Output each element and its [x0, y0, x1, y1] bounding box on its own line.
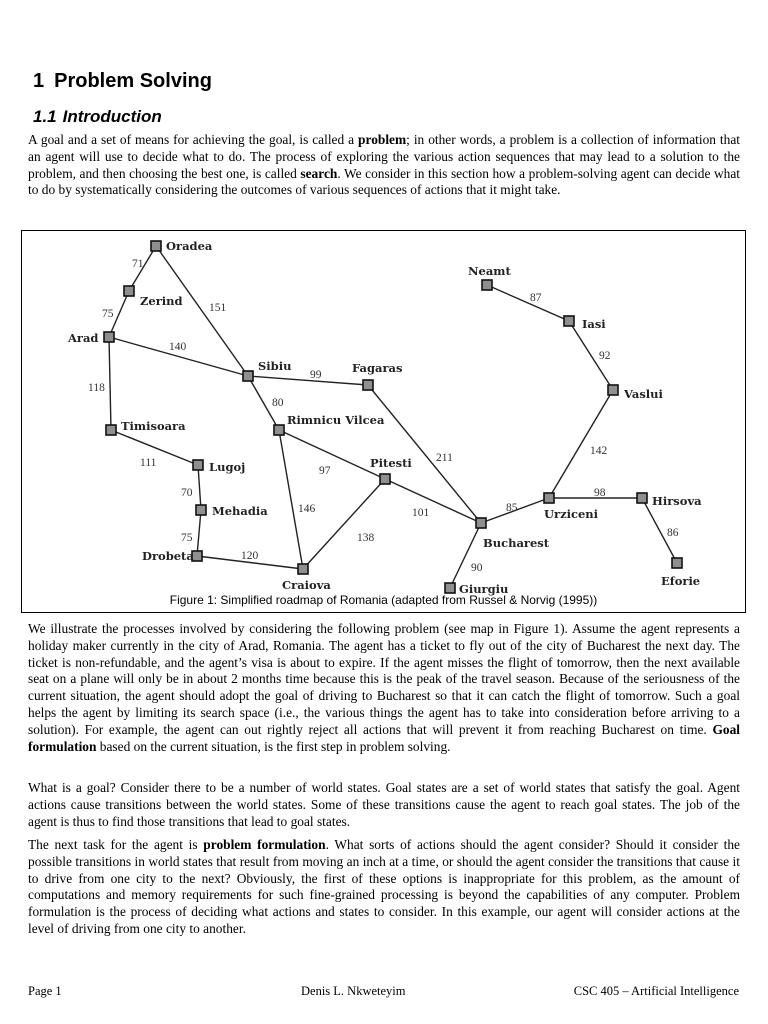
distance-label-drobeta-craiova: 120 [241, 550, 259, 562]
road-lugoj-mehadia [198, 465, 201, 510]
city-label-zerind: Zerind [140, 294, 183, 308]
city-node-oradea [151, 241, 161, 251]
distance-label-rimnicu-craiova: 146 [298, 503, 316, 515]
city-label-hirsova: Hirsova [652, 494, 702, 508]
city-label-vaslui: Vaslui [624, 387, 663, 401]
body-paragraph-2 [28, 621, 740, 755]
city-node-iasi [564, 316, 574, 326]
intro-term-search: search [300, 165, 338, 181]
footer-page-number: Page 1 [28, 984, 62, 998]
distance-label-pitesti-bucharest: 101 [412, 507, 430, 519]
distance-label-lugoj-mehadia: 70 [181, 487, 193, 499]
road-pitesti-bucharest [385, 479, 481, 523]
distance-label-bucharest-giurgiu: 90 [471, 562, 483, 574]
city-node-mehadia [196, 505, 206, 515]
distance-label-urziceni-vaslui: 142 [590, 445, 608, 457]
para4-text-2: . What sorts of actions should the agent consider? Should it consider the possible transitions in world states that result from moving an inch at a time, or should the agent consider the transitions that cause it to drive from one city to the next? Obviously, the first of these options is inappropriate for this problem, as the amount of computations and memory requirements for such fine-grained processing is beyond the capabilities of any computer. Problem formulation is the process of deciding what actions and states to consider. In this example, our agent will consider actions at the level of driving from one city to another. [28, 837, 741, 936]
city-node-bucharest [476, 518, 486, 528]
city-node-timisoara [106, 425, 116, 435]
city-node-giurgiu [445, 583, 455, 593]
city-label-arad: Arad [68, 331, 99, 345]
distance-label-zerind-arad: 75 [102, 308, 114, 320]
section-title: Problem Solving [54, 70, 212, 92]
intro-text-1: A goal and a set of means for achieving the goal, is called a [28, 132, 359, 147]
para4-term-problem-formulation: problem formulation [203, 837, 326, 852]
city-node-lugoj [193, 460, 203, 470]
city-label-sibiu: Sibiu [258, 359, 292, 373]
city-label-fagaras: Fagaras [352, 361, 403, 375]
distance-label-oradea-zerind: 71 [132, 258, 144, 270]
intro-term-problem: problem [358, 132, 407, 147]
distance-label-fagaras-bucharest: 211 [436, 452, 453, 464]
city-node-arad [104, 332, 114, 342]
body-paragraph-4 [28, 837, 740, 938]
distance-label-rimnicu-pitesti: 97 [319, 465, 331, 477]
distance-label-timisoara-lugoj: 111 [140, 457, 157, 469]
distance-label-arad-timisoara: 118 [88, 382, 105, 394]
para2-term-goal-formulation: Goal formulation [28, 721, 740, 754]
city-node-vaslui [608, 385, 618, 395]
distance-label-craiova-pitesti: 138 [357, 532, 375, 544]
city-label-iasi: Iasi [582, 317, 606, 331]
city-label-bucharest: Bucharest [483, 536, 550, 550]
intro-text-2: ; in other words, a problem is a collection of information that an agent will use to decide what to do. The process of exploring the various action sequences that may lead to a solution to the problem, and then choosing the best one, is called [28, 132, 741, 181]
road-sibiu-fagaras [248, 376, 368, 385]
footer-course: CSC 405 – Artificial Intelligence [573, 984, 739, 998]
city-node-rimnicu [274, 425, 284, 435]
subsection-heading [33, 107, 162, 127]
city-label-giurgiu: Giurgiu [459, 582, 509, 596]
city-label-oradea: Oradea [166, 239, 213, 253]
city-label-neamt: Neamt [468, 264, 511, 278]
city-node-eforie [672, 558, 682, 568]
intro-text-3: . We consider in this section how a problem-solving agent can decide what to do by systematically considering the outcomes of various sequences of actions that it might take. [28, 165, 740, 198]
city-label-timisoara: Timisoara [121, 419, 186, 433]
city-node-urziceni [544, 493, 554, 503]
distance-label-iasi-neamt: 87 [530, 292, 542, 304]
distance-label-urziceni-hirsova: 98 [594, 487, 606, 499]
distance-label-hirsova-eforie: 86 [667, 527, 679, 539]
city-node-sibiu [243, 371, 253, 381]
distance-label-vaslui-iasi: 92 [599, 350, 611, 362]
road-mehadia-drobeta [197, 510, 201, 556]
body-paragraph-3 [28, 780, 740, 830]
city-label-urziceni: Urziceni [544, 507, 599, 521]
distance-label-sibiu-rimnicu: 80 [272, 397, 284, 409]
city-label-pitesti: Pitesti [370, 456, 412, 470]
road-craiova-pitesti [303, 479, 385, 569]
city-node-neamt [482, 280, 492, 290]
city-label-drobeta: Drobeta [142, 549, 194, 563]
subsection-number: 1.1 [33, 107, 57, 126]
intro-paragraph [28, 132, 740, 199]
para4-text-1: The next task for the agent is [28, 837, 204, 852]
distance-label-sibiu-fagaras: 99 [310, 369, 322, 381]
section-heading [33, 70, 212, 93]
road-fagaras-bucharest [368, 385, 481, 523]
city-label-eforie: Eforie [661, 574, 701, 588]
road-bucharest-giurgiu [450, 523, 481, 588]
city-node-fagaras [363, 380, 373, 390]
section-number: 1 [33, 70, 45, 92]
road-oradea-sibiu [156, 246, 248, 376]
road-iasi-neamt [487, 285, 569, 321]
distance-label-arad-sibiu: 140 [169, 341, 187, 353]
road-rimnicu-pitesti [279, 430, 385, 479]
distance-label-bucharest-urziceni: 85 [506, 502, 518, 514]
city-node-zerind [124, 286, 134, 296]
para3-text-1: What is a goal? Consider there to be a number of world states. Goal states are a set of world states that satisfy the goal. Agent actions cause transitions between the world states. Some of these transitions cause the agent to reach goal states. The job of the agent is thus to find those transitions that lead to goal states. [28, 780, 740, 829]
romania-roadmap [22, 231, 745, 612]
subsection-title: Introduction [62, 107, 162, 126]
city-label-lugoj: Lugoj [209, 460, 246, 474]
road-rimnicu-craiova [279, 430, 303, 569]
city-node-pitesti [380, 474, 390, 484]
distance-label-mehadia-drobeta: 75 [181, 532, 193, 544]
road-arad-timisoara [109, 337, 111, 430]
city-node-hirsova [637, 493, 647, 503]
city-label-mehadia: Mehadia [212, 504, 268, 518]
figure-caption: Figure 1: Simplified roadmap of Romania (adapted from Russel & Norvig (1995)) [169, 593, 598, 607]
para2-text-2: based on the current situation, is the first step in problem solving. [96, 738, 451, 754]
footer-author: Denis L. Nkweteyim [301, 984, 406, 998]
para2-text-1: We illustrate the processes involved by considering the following problem (see map in Figure 1). Assume the agent represents a holiday maker currently in the city of Arad, Romania. The agent has a ticket to fly out of the city of Bucharest the next day. The ticket is non-refundable, and the agent’s visa is about to expire. If the agent misses the flight of tomorrow, then the next available seat on a plane will only be in about 2 months time because this is the peak of the travel season. Because of the seriousness of the current situation, the agent should adopt the goal of driving to Bucharest so that it can catch the flight of tomorrow. Such a goal helps the agent by limiting its search space (i.e., the various things the agent has to take into consideration before arriving to a solution). For example, the agent can out rightly reject all actions that will prevent it from reaching Bucharest on time. [28, 621, 740, 737]
city-label-craiova: Craiova [282, 578, 331, 592]
city-label-rimnicu: Rimnicu Vilcea [287, 413, 385, 427]
city-node-craiova [298, 564, 308, 574]
road-urziceni-vaslui [549, 390, 613, 498]
figure-romania-map [21, 230, 746, 613]
distance-label-oradea-sibiu: 151 [209, 302, 227, 314]
